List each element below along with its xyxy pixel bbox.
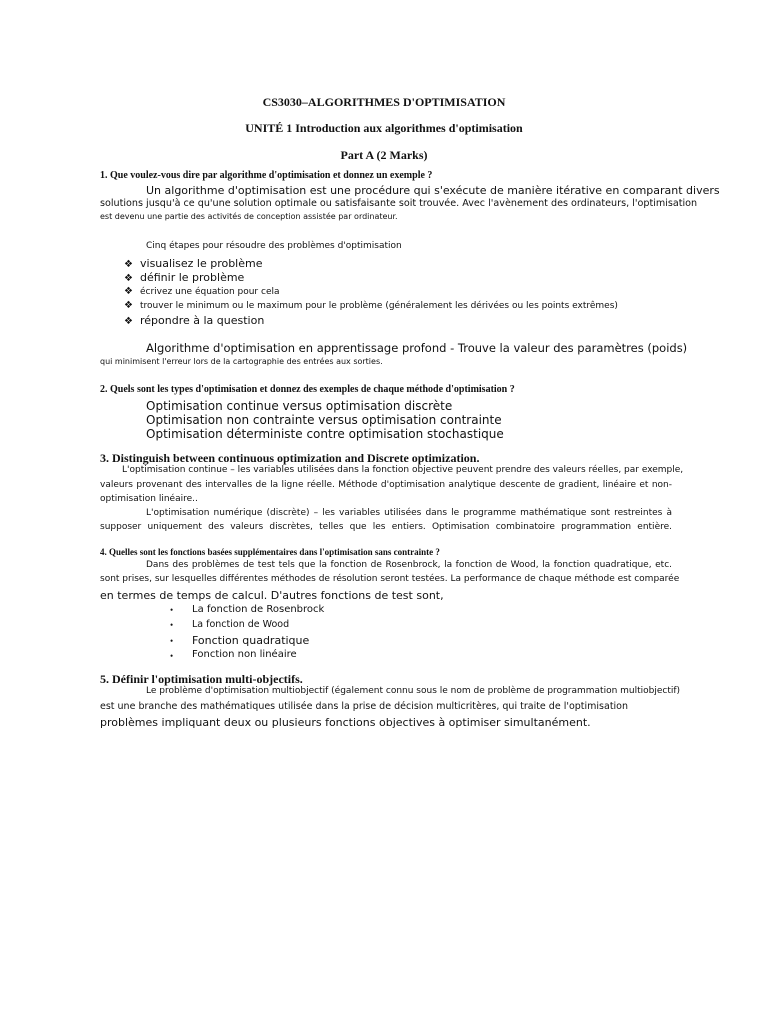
q4-line-1: Dans des problèmes de test tels que la fonction de Rosenbrock, la fonction de Wood, la fonction quadratique, etc. xyxy=(146,560,672,570)
q3-line-4: L'optimisation numérique (discrète) – les variables utilisées dans le programme mathématique sont restreintes à xyxy=(146,508,672,518)
q3-line-1: L'optimisation continue – les variables utilisées dans la fonction objective peuvent prendre des valeurs réelles, par exemple, xyxy=(122,465,684,475)
q4-line-3: en termes de temps de calcul. D'autres fonctions de test sont, xyxy=(100,589,444,602)
q3-line-2: valeurs provenant des intervalles de la ligne réelle. Méthode d'optimisation analytique descente de gradient, linéaire et non- xyxy=(100,480,672,490)
step-item: ❖ définir le problème xyxy=(124,271,245,284)
q2-item: Optimisation continue versus optimisation discrète xyxy=(146,399,453,413)
q1-line-2: solutions jusqu'à ce qu'une solution optimale ou satisfaisante soit trouvée. Avec l'avènement des ordinateurs, l'optimisation xyxy=(100,198,698,209)
q4-item: Fonction non linéaire xyxy=(192,649,297,660)
q1-example-line-2: qui minimisent l'erreur lors de la cartographie des entrées aux sorties. xyxy=(100,357,383,366)
bullet-icon: • xyxy=(170,620,174,630)
diamond-bullet-icon: ❖ xyxy=(124,259,133,270)
step-item: ❖ trouver le minimum ou le maximum pour le problème (généralement les dérivées ou les points extrêmes) xyxy=(124,300,618,311)
q5-line-3: problèmes impliquant deux ou plusieurs fonctions objectives à optimiser simultanément. xyxy=(100,716,591,729)
course-title: CS3030–ALGORITHMES D'OPTIMISATION xyxy=(262,95,506,109)
step-item: ❖ répondre à la question xyxy=(124,314,265,327)
q2-item: Optimisation non contrainte versus optimisation contrainte xyxy=(146,413,502,427)
q4-item: La fonction de Wood xyxy=(192,619,290,630)
q4-item: La fonction de Rosenbrock xyxy=(192,604,325,615)
q2-question: 2. Quels sont les types d'optimisation et donnez des exemples de chaque méthode d'optimisation ? xyxy=(100,384,515,395)
diamond-bullet-icon: ❖ xyxy=(124,300,133,311)
q1-steps-intro: Cinq étapes pour résoudre des problèmes d'optimisation xyxy=(146,241,402,251)
q4-item: Fonction quadratique xyxy=(192,634,310,647)
q4-question: 4. Quelles sont les fonctions basées supplémentaires dans l'optimisation sans contrainte ? xyxy=(100,547,440,557)
q1-example-line-1: Algorithme d'optimisation en apprentissage profond - Trouve la valeur des paramètres (poids) xyxy=(146,341,688,355)
q5-line-2: est une branche des mathématiques utilisée dans la prise de décision multicritères, qui traite de l'optimisation xyxy=(100,701,629,712)
diamond-bullet-icon: ❖ xyxy=(124,286,133,297)
diamond-bullet-icon: ❖ xyxy=(124,273,133,284)
q3-line-3: optimisation linéaire.. xyxy=(100,494,198,504)
diamond-bullet-icon: ❖ xyxy=(124,316,133,327)
bullet-icon: • xyxy=(170,605,174,615)
q3-line-5: supposer uniquement des valeurs discrètes, telles que les entiers. Optimisation combinatoire programmation entière. xyxy=(100,522,672,532)
unit-title: UNITÉ 1 Introduction aux algorithmes d'optimisation xyxy=(245,121,523,135)
q1-line-1: Un algorithme d'optimisation est une procédure qui s'exécute de manière itérative en comparant divers xyxy=(146,184,720,197)
q1-line-3: est devenu une partie des activités de conception assistée par ordinateur. xyxy=(100,212,398,221)
q5-question: 5. Définir l'optimisation multi-objectifs. xyxy=(100,672,303,686)
q5-line-1: Le problème d'optimisation multiobjectif (également connu sous le nom de problème de programmation multiobjectif) xyxy=(146,686,681,696)
q3-question: 3. Distinguish between continuous optimization and Discrete optimization. xyxy=(100,451,480,465)
bullet-icon: • xyxy=(170,636,174,646)
step-item: ❖ écrivez une équation pour cela xyxy=(124,286,280,297)
step-item: ❖ visualisez le problème xyxy=(124,257,263,270)
bullet-icon: • xyxy=(170,651,174,661)
part-title: Part A (2 Marks) xyxy=(340,148,428,162)
q4-line-2: sont prises, sur lesquelles différentes méthodes de résolution seront testées. La performance de chaque méthode est comparée xyxy=(100,574,680,584)
q2-item: Optimisation déterministe contre optimisation stochastique xyxy=(146,427,504,441)
q1-question: 1. Que voulez-vous dire par algorithme d'optimisation et donnez un exemple ? xyxy=(100,170,433,181)
